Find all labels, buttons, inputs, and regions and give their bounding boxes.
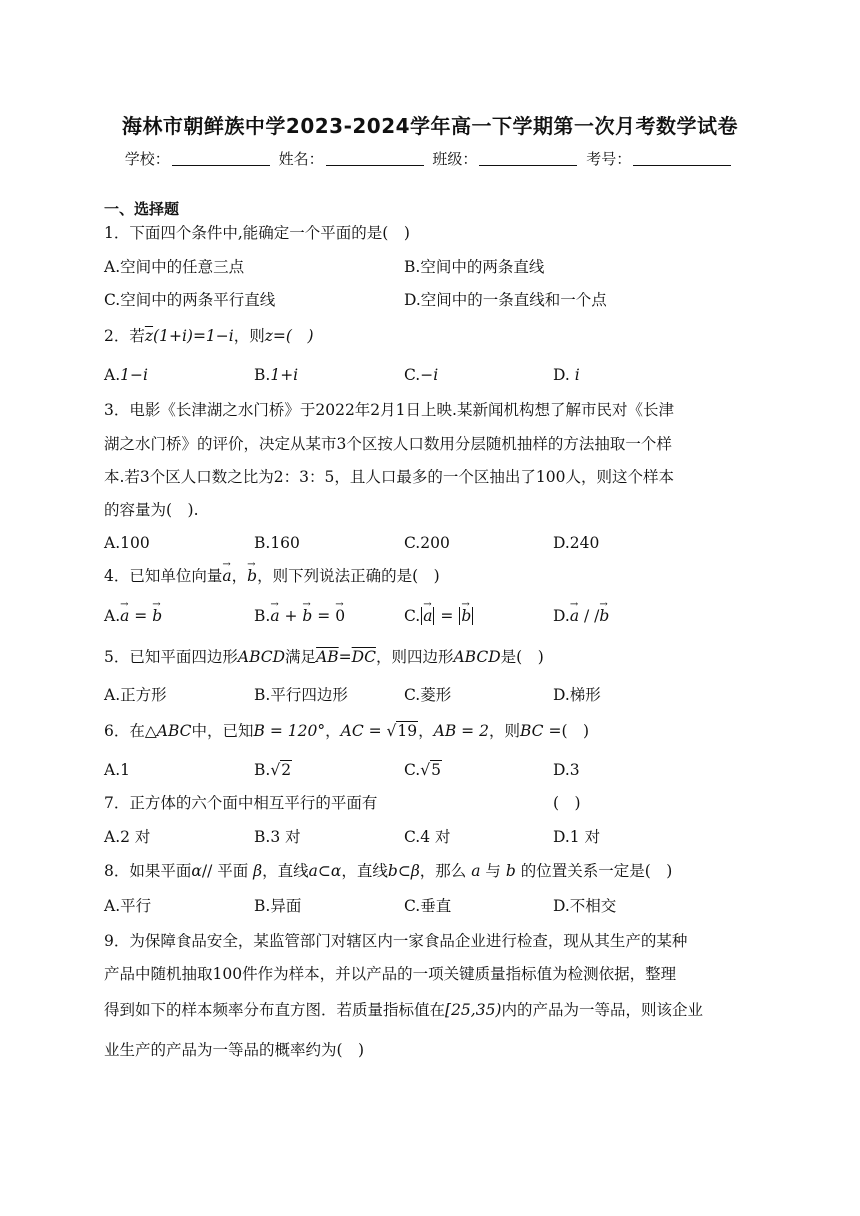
q7-option-d: D.1 对 xyxy=(553,828,601,846)
q4-option-a: A.→ a = → b xyxy=(104,606,162,626)
q3-line-3: 本.若3个区人口数之比为2：3：5，且人口最多的一个区抽出了100人，则这个样本 xyxy=(104,468,674,486)
q5-option-d: D.梯形 xyxy=(553,686,601,704)
q6-option-c: C.√5 xyxy=(404,761,441,779)
q9-line-4: 业生产的产品为一等品的概率约为( ) xyxy=(104,1041,365,1059)
q3-line-4: 的容量为( ). xyxy=(104,501,199,519)
q8-option-a: A.平行 xyxy=(104,897,152,915)
q7-stem: 7．正方体的六个面中相互平行的平面有 xyxy=(104,794,378,812)
q5-option-a: A.正方形 xyxy=(104,686,167,704)
q8-option-c: C.垂直 xyxy=(404,897,452,915)
number-label: 考号： xyxy=(586,150,632,168)
q5-stem: 5．已知平面四边形ABCD满足$\overline{AB}=\overline{DC}$，则四边形ABCD是( ) xyxy=(104,648,544,666)
q6-option-a: A.1 xyxy=(104,761,130,779)
q2-option-c: C.−i xyxy=(404,366,439,384)
q7-paren: ( ) xyxy=(553,794,581,812)
q3-option-c: C.200 xyxy=(404,534,450,552)
section-heading: 一、选择题 xyxy=(104,200,180,218)
q2-stem: 2．若$\overline{z}(1+i)=1-i$，则z=( ) xyxy=(104,327,314,345)
q8-option-b: B.异面 xyxy=(254,897,302,915)
exam-title: 海林市朝鲜族中学2023-2024学年高一下学期第一次月考数学试卷 xyxy=(121,114,739,138)
q5-option-c: C.菱形 xyxy=(404,686,452,704)
q6-option-b: B.√2 xyxy=(254,761,292,779)
q1-option-d: D.空间中的一条直线和一个点 xyxy=(404,291,607,309)
q5-option-b: B.平行四边形 xyxy=(254,686,348,704)
student-info-row xyxy=(0,148,860,169)
q1-option-b: B.空间中的两条直线 xyxy=(404,258,545,276)
q6-stem: 6．在△ABC中，已知B = 120°，AC = √19，AB = 2，则BC =( ) xyxy=(104,722,590,740)
q4-option-b: B.→ a + → b = → 0 xyxy=(254,606,345,626)
q8-stem: 8．如果平面α// 平面 β，直线a⊂α，直线b⊂β，那么 a 与 b 的位置关系一定是( ) xyxy=(104,862,673,880)
q2-expr: (1+i)=1−i xyxy=(153,327,234,345)
q2-zbar: $\overline{z}$ xyxy=(144,327,154,345)
q2-option-b: B.1+i xyxy=(254,366,299,384)
q7-option-a: A.2 对 xyxy=(104,828,151,846)
q3-option-a: A.100 xyxy=(104,534,150,552)
q3-option-b: B.160 xyxy=(254,534,300,552)
q9-line-2: 产品中随机抽取100件作为样本，并以产品的一项关键质量指标值为检测依据，整理 xyxy=(104,965,677,983)
class-blank[interactable] xyxy=(479,153,577,166)
name-label: 姓名： xyxy=(278,150,324,168)
q8-option-d: D.不相交 xyxy=(553,897,617,915)
q6-option-d: D.3 xyxy=(553,761,580,779)
class-label: 班级： xyxy=(432,150,478,168)
number-blank[interactable] xyxy=(633,153,731,166)
q4-stem: 4．已知单位向量→ a，→ b，则下列说法正确的是( ) xyxy=(104,566,440,586)
school-blank[interactable] xyxy=(172,153,270,166)
q3-line-1: 3．电影《长津湖之水门桥》于2022年2月1日上映.某新闻机构想了解市民对《长津 xyxy=(104,401,674,419)
q4-option-c: C. → a = → b xyxy=(404,606,474,626)
q2-option-a: A.1−i xyxy=(104,366,148,384)
q9-line-3: 得到如下的样本频率分布直方图．若质量指标值在[25,35)内的产品为一等品，则该企业 xyxy=(104,1001,703,1019)
q1-stem: 1．下面四个条件中,能确定一个平面的是( ) xyxy=(104,224,410,242)
q4-option-d: D.→ a / /→ b xyxy=(553,606,609,626)
q1-option-a: A.空间中的任意三点 xyxy=(104,258,245,276)
q1-option-c: C.空间中的两条平行直线 xyxy=(104,291,276,309)
q2-option-d: D. i xyxy=(553,366,580,384)
q7-option-b: B.3 对 xyxy=(254,828,301,846)
name-blank[interactable] xyxy=(326,153,424,166)
q3-option-d: D.240 xyxy=(553,534,600,552)
q3-line-2: 湖之水门桥》的评价，决定从某市3个区按人口数用分层随机抽样的方法抽取一个样 xyxy=(104,435,672,453)
q9-line-1: 9．为保障食品安全，某监管部门对辖区内一家食品企业进行检查，现从其生产的某种 xyxy=(104,932,688,950)
school-label: 学校： xyxy=(124,150,170,168)
q7-option-c: C.4 对 xyxy=(404,828,451,846)
